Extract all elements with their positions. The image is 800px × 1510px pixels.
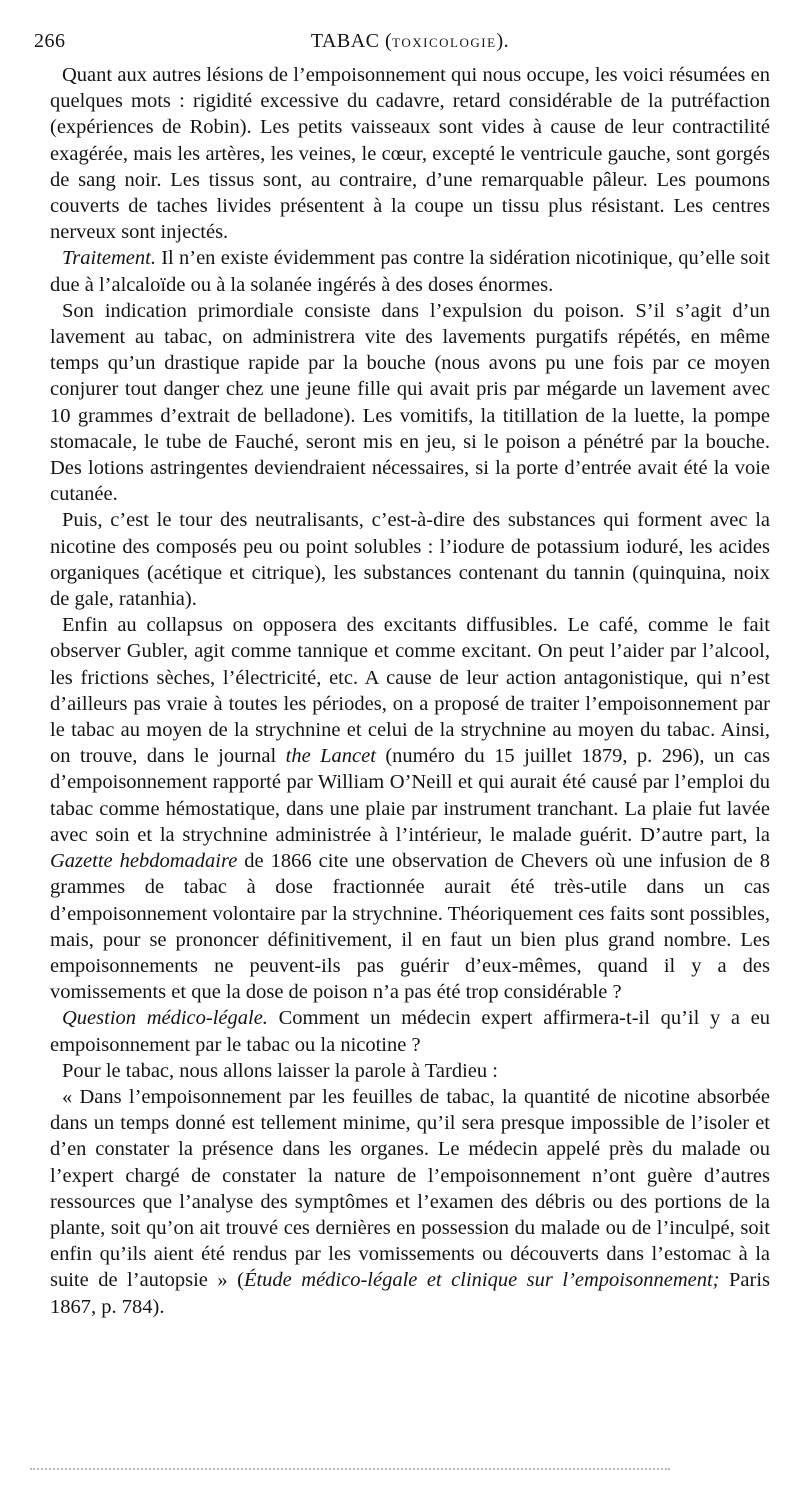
page-number: 266 xyxy=(34,30,66,52)
paragraph-traitement xyxy=(50,245,770,297)
running-title-smallcaps: TOXICOLOGIE xyxy=(392,35,497,50)
section-heading-question: Question médico-légale. xyxy=(62,1007,268,1030)
running-title xyxy=(50,30,770,53)
paragraph-text: « Dans l’empoisonnement par les feuilles de tabac, la quantité de nicotine absorbée dans un temps donné est tellement minime, qu’il sera presque impossible de l’isoler et d’en constater la présence dans les organes. Le médecin appelé près du malade ou l’expert chargé de constater la nature de l’empoisonnement n’ont guère d’autres ressources que l’analyse des symptômes et l’examen des débris ou des portions de la plante, soit qu’on ait trouvé ces dernières en possession du malade ou de l’inculpé, soit enfin qu’ils aient été rendus par les vomissements ou découverts dans l’estomac à la suite de l’autopsie » ( xyxy=(50,1085,770,1292)
paragraph-neutralisants xyxy=(50,507,770,612)
paragraph-collapsus xyxy=(50,612,770,1005)
citation-gazette: Gazette hebdomadaire xyxy=(50,850,238,873)
running-title-end: ). xyxy=(496,30,510,52)
citation-lancet: the Lancet xyxy=(285,745,376,768)
paragraph-indication xyxy=(50,298,770,508)
paragraph-text: Comment un médecin expert affirmera-t-il qu’il y a eu empoisonnement par le tabac ou la nicotine ? xyxy=(50,1007,771,1056)
paragraph-text: Enfin au collapsus on opposera des excitants diffusibles. Le café, comme le fait observer Gubler, agit comme tannique et comme excitant. On peut l’aider par l’alcool, les frictions sèches, l’électricité, etc. A cause de leur action antagonistique, qui n’est d’ailleurs pas vraie à toutes les périodes, on a proposé de traiter l’empoisonnement par le tabac au moyen de la strychnine et celui de la strychnine au moyen du tabac. Ainsi, on trouve, dans le journal xyxy=(50,614,770,768)
paragraph-text: (numéro du 15 juillet 1879, p. 296), un cas d’empoisonnement rapporté par William O’Neill et qui aurait été causé par l’emploi du tabac comme hémostatique, dans une plaie par instrument tranchant. La plaie fut lavée avec soin et la strychnine administrée à l’intérieur, le malade guérit. D’autre part, la xyxy=(50,745,770,846)
paragraph-text: Puis, c’est le tour des neutralisants, c’est-à-dire des substances qui forment avec la nicotine des composés peu ou point solubles : l’iodure de potassium ioduré, les acides organiques (acétique et citrique), les substances contenant du tannin (quinquina, noix de gale, ratanhia). xyxy=(50,509,770,611)
section-heading-traitement: Traitement. xyxy=(62,247,156,270)
body-text xyxy=(50,62,770,1320)
paragraph-tardieu-quote xyxy=(50,1084,770,1320)
paragraph-tardieu-intro xyxy=(50,1058,770,1084)
paragraph-text: Il n’en existe évidemment pas contre la sidération nicotinique, qu’elle soit due à l’alcaloïde ou à la solanée ingérés à des doses énormes. xyxy=(50,247,770,296)
paragraph-lesions xyxy=(50,62,770,245)
paragraph-question xyxy=(50,1005,770,1057)
citation-etude: Étude médico-légale et clinique sur l’empoisonnement; xyxy=(243,1269,720,1292)
paragraph-text: Pour le tabac, nous allons laisser la parole à Tardieu : xyxy=(62,1059,498,1082)
running-head xyxy=(34,30,770,56)
bleed-through-line xyxy=(30,1468,670,1470)
paragraph-text: de 1866 cite une observation de Chevers où une infusion de 8 grammes de tabac à dose fractionnée aurait été très-utile dans un cas d’empoisonnement volontaire par la strychnine. Théoriquement ces faits sont possibles, mais, pour se prononcer définitivement, il en faut un bien plus grand nombre. Les empoisonnements ne peuvent-ils pas guérir d’eux-mêmes, quand il y a des vomissements et que la dose de poison n’a pas été trop considérable ? xyxy=(50,850,770,1004)
paragraph-text: Paris 1867, p. 784). xyxy=(50,1269,771,1318)
running-title-main: TABAC ( xyxy=(310,30,393,52)
paragraph-text: Son indication primordiale consiste dans l’expulsion du poison. S’il s’agit d’un lavement au tabac, on administrera vite des lavements purgatifs répétés, en même temps qu’un drastique rapide par la bouche (nous avons pu une fois par ce moyen conjurer tout danger chez une jeune fille qui avait pris par mégarde un lavement avec 10 grammes d’extrait de belladone). Les vomitifs, la titillation de la luette, la pompe stomacale, le tube de Fauché, seront mis en jeu, si le poison a pénétré par la bouche. Des lotions astringentes deviendraient nécessaires, si la porte d’entrée avait été la voie cutanée. xyxy=(50,299,770,506)
book-page xyxy=(34,30,771,1320)
paragraph-text: Quant aux autres lésions de l’empoisonnement qui nous occupe, les voici résumées en quelques mots : rigidité excessive du cadavre, retard considérable de la putréfaction (expériences de Robin). Les petits vaisseaux sont vides à cause de leur contractilité exagérée, mais les artères, les veines, le cœur, excepté le ventricule gauche, sont gorgés de sang noir. Les tissus sont, au contraire, d’une remarquable pâleur. Les poumons couverts de taches livides présentent à la coupe un tissu plus résistant. Les centres nerveux sont injectés. xyxy=(50,64,770,244)
